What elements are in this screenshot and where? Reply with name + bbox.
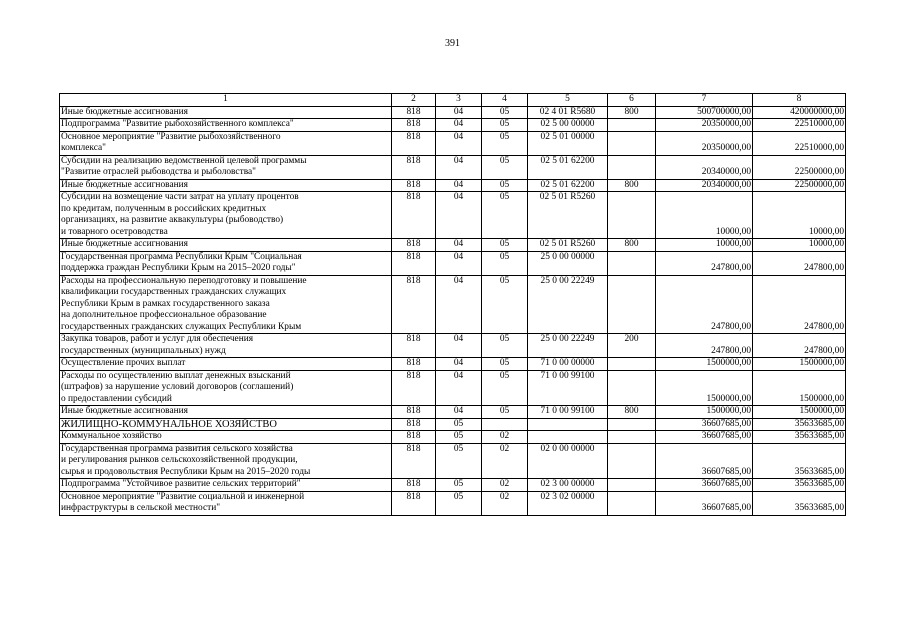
amount-year1-cell: 247800,00 xyxy=(656,251,753,275)
table-row xyxy=(60,418,846,431)
target-article-cell: 25 0 00 22249 xyxy=(528,275,608,334)
expense-type-cell: 800 xyxy=(608,179,656,192)
table-row xyxy=(60,119,846,132)
amount-year1-cell: 247800,00 xyxy=(656,275,753,334)
item-name-line: инфраструктуры в сельской местности" xyxy=(61,503,221,513)
section-code-cell: 04 xyxy=(436,179,482,192)
amount-year2-cell: 10000,00 xyxy=(753,192,846,239)
item-name-cell xyxy=(60,131,392,155)
expense-type-cell xyxy=(608,443,656,479)
expense-type-cell xyxy=(608,131,656,155)
amount-year1-cell: 10000,00 xyxy=(656,239,753,252)
table-header-row xyxy=(60,94,846,107)
table-row xyxy=(60,155,846,179)
item-name-line: Субсидии на реализацию ведомственной целевой программы xyxy=(61,155,307,166)
amount-year2-cell: 35633685,00 xyxy=(753,418,846,431)
amount-year1-cell: 10000,00 xyxy=(656,192,753,239)
item-name-cell xyxy=(60,106,392,119)
amount-year1-cell: 20350000,00 xyxy=(656,119,753,132)
section-code-cell: 05 xyxy=(436,443,482,479)
item-name-cell xyxy=(60,358,392,371)
table-body xyxy=(60,94,846,516)
item-name-line: Иные бюджетные ассигнования xyxy=(61,106,188,117)
subsection-code-cell: 05 xyxy=(482,334,528,358)
section-code-cell: 05 xyxy=(436,491,482,515)
code-admin-cell: 818 xyxy=(392,119,436,132)
item-name-line: Подпрограмма "Развитие рыбохозяйственного комплекса" xyxy=(61,119,294,129)
amount-year2-cell: 247800,00 xyxy=(753,251,846,275)
target-article-cell: 02 5 01 00000 xyxy=(528,131,608,155)
target-article-cell: 02 3 00 00000 xyxy=(528,479,608,492)
expense-type-cell xyxy=(608,192,656,239)
item-name-line: Иные бюджетные ассигнования xyxy=(61,179,188,190)
code-admin-cell: 818 xyxy=(392,370,436,406)
item-name-cell xyxy=(60,155,392,179)
table-row xyxy=(60,358,846,371)
item-name-cell xyxy=(60,251,392,275)
item-name-line: Осуществление прочих выплат xyxy=(61,358,186,368)
target-article-cell: 02 3 02 00000 xyxy=(528,491,608,515)
item-name-line: Расходы на профессиональную переподготовку и повышение xyxy=(61,275,307,286)
subsection-code-cell: 05 xyxy=(482,155,528,179)
amount-year2-cell: 247800,00 xyxy=(753,275,846,334)
item-name-line: Иные бюджетные ассигнования xyxy=(61,239,188,249)
item-name-line: по кредитам, полученным в российских кредитных xyxy=(61,203,267,214)
item-name-line: Основное мероприятие "Развитие социальной и инженерной xyxy=(61,491,305,502)
target-article-cell xyxy=(528,431,608,444)
code-admin-cell: 818 xyxy=(392,479,436,492)
subsection-code-cell: 05 xyxy=(482,358,528,371)
target-article-cell: 02 5 01 62200 xyxy=(528,179,608,192)
expense-type-cell xyxy=(608,431,656,444)
section-code-cell: 04 xyxy=(436,192,482,239)
subsection-code-cell: 02 xyxy=(482,479,528,492)
amount-year2-cell: 22510000,00 xyxy=(753,119,846,132)
target-article-cell: 02 5 01 R5260 xyxy=(528,192,608,239)
target-article-cell: 71 0 00 99100 xyxy=(528,370,608,406)
item-name-line: на дополнительное профессиональное образование xyxy=(61,310,267,320)
table-row xyxy=(60,491,846,515)
code-admin-cell: 818 xyxy=(392,239,436,252)
table-row xyxy=(60,370,846,406)
amount-year1-cell: 20340000,00 xyxy=(656,155,753,179)
code-admin-cell: 818 xyxy=(392,431,436,444)
code-admin-cell: 818 xyxy=(392,251,436,275)
item-name-cell xyxy=(60,491,392,515)
amount-year1-cell: 36607685,00 xyxy=(656,431,753,444)
expense-type-cell xyxy=(608,358,656,371)
subsection-code-cell: 05 xyxy=(482,179,528,192)
header-cell-2: 2 xyxy=(392,94,436,107)
expense-type-cell xyxy=(608,418,656,431)
amount-year2-cell: 35633685,00 xyxy=(753,431,846,444)
header-cell-1: 1 xyxy=(60,94,392,107)
amount-year2-cell: 22500000,00 xyxy=(753,155,846,179)
amount-year1-cell: 36607685,00 xyxy=(656,479,753,492)
table-row xyxy=(60,479,846,492)
section-code-cell: 04 xyxy=(436,406,482,419)
target-article-cell: 25 0 00 22249 xyxy=(528,334,608,358)
amount-year2-cell: 22500000,00 xyxy=(753,179,846,192)
section-code-cell: 04 xyxy=(436,155,482,179)
expense-type-cell xyxy=(608,370,656,406)
item-name-cell xyxy=(60,334,392,358)
amount-year1-cell: 36607685,00 xyxy=(656,491,753,515)
amount-year1-cell: 1500000,00 xyxy=(656,370,753,406)
code-admin-cell: 818 xyxy=(392,131,436,155)
amount-year1-cell: 20350000,00 xyxy=(656,131,753,155)
amount-year2-cell: 420000000,00 xyxy=(753,106,846,119)
item-name-line: Закупка товаров, работ и услуг для обеспечения xyxy=(61,334,254,344)
amount-year1-cell: 36607685,00 xyxy=(656,418,753,431)
code-admin-cell: 818 xyxy=(392,155,436,179)
item-name-line: комплекса" xyxy=(61,143,106,153)
item-name-line: и товарного осетроводства xyxy=(61,226,168,237)
table-row xyxy=(60,443,846,479)
item-name-cell xyxy=(60,418,392,431)
amount-year1-cell: 1500000,00 xyxy=(656,406,753,419)
section-code-cell: 05 xyxy=(436,431,482,444)
target-article-cell: 02 0 00 00000 xyxy=(528,443,608,479)
subsection-code-cell: 05 xyxy=(482,370,528,406)
subsection-code-cell: 02 xyxy=(482,443,528,479)
table-row xyxy=(60,431,846,444)
budget-table xyxy=(59,93,846,516)
header-cell-5: 5 xyxy=(528,94,608,107)
item-name-cell xyxy=(60,406,392,419)
target-article-cell: 71 0 00 00000 xyxy=(528,358,608,371)
item-name-cell xyxy=(60,431,392,444)
item-name-line: Подпрограмма "Устойчивое развитие сельских территорий" xyxy=(61,479,301,489)
item-name-cell xyxy=(60,443,392,479)
subsection-code-cell: 05 xyxy=(482,106,528,119)
section-code-cell: 04 xyxy=(436,370,482,406)
table-row xyxy=(60,192,846,239)
code-admin-cell: 818 xyxy=(392,275,436,334)
subsection-code-cell: 05 xyxy=(482,251,528,275)
item-name-line: "Развитие отраслей рыбоводства и рыболовства" xyxy=(61,167,256,177)
table-row xyxy=(60,179,846,192)
expense-type-cell xyxy=(608,479,656,492)
table-row xyxy=(60,106,846,119)
amount-year2-cell: 1500000,00 xyxy=(753,358,846,371)
code-admin-cell: 818 xyxy=(392,406,436,419)
item-name-cell xyxy=(60,370,392,406)
item-name-line: сырья и продовольствия Республики Крым на 2015–2020 годы xyxy=(61,466,311,477)
subsection-code-cell: 05 xyxy=(482,131,528,155)
expense-type-cell xyxy=(608,155,656,179)
amount-year1-cell: 20340000,00 xyxy=(656,179,753,192)
amount-year2-cell: 35633685,00 xyxy=(753,491,846,515)
section-code-cell: 05 xyxy=(436,479,482,492)
item-name-cell xyxy=(60,275,392,334)
amount-year1-cell: 247800,00 xyxy=(656,334,753,358)
amount-year1-cell: 36607685,00 xyxy=(656,443,753,479)
amount-year2-cell: 22510000,00 xyxy=(753,131,846,155)
amount-year2-cell: 35633685,00 xyxy=(753,443,846,479)
code-admin-cell: 818 xyxy=(392,192,436,239)
expense-type-cell xyxy=(608,251,656,275)
section-code-cell: 04 xyxy=(436,239,482,252)
amount-year1-cell: 1500000,00 xyxy=(656,358,753,371)
subsection-code-cell: 02 xyxy=(482,431,528,444)
item-name-line: Субсидии на возмещение части затрат на уплату процентов xyxy=(61,192,299,202)
header-cell-7: 7 xyxy=(656,94,753,107)
item-name-line: Коммунальное хозяйство xyxy=(61,431,162,441)
table-row xyxy=(60,239,846,252)
section-code-cell: 04 xyxy=(436,334,482,358)
subsection-code-cell: 05 xyxy=(482,192,528,239)
section-code-cell: 04 xyxy=(436,251,482,275)
item-name-line: Государственная программа развития сельского хозяйства xyxy=(61,443,293,454)
code-admin-cell: 818 xyxy=(392,358,436,371)
target-article-cell xyxy=(528,418,608,431)
target-article-cell: 71 0 00 99100 xyxy=(528,406,608,419)
item-name-line: ЖИЛИЩНО-КОММУНАЛЬНОЕ ХОЗЯЙСТВО xyxy=(61,418,277,430)
code-admin-cell: 818 xyxy=(392,179,436,192)
item-name-line: Основное мероприятие "Развитие рыбохозяйственного xyxy=(61,131,281,142)
table-row xyxy=(60,275,846,334)
section-code-cell: 04 xyxy=(436,131,482,155)
item-name-cell xyxy=(60,119,392,132)
amount-year2-cell: 1500000,00 xyxy=(753,370,846,406)
expense-type-cell: 800 xyxy=(608,406,656,419)
page-number: 391 xyxy=(445,38,460,49)
amount-year2-cell: 247800,00 xyxy=(753,334,846,358)
header-cell-3: 3 xyxy=(436,94,482,107)
subsection-code-cell: 05 xyxy=(482,119,528,132)
target-article-cell: 02 5 00 00000 xyxy=(528,119,608,132)
target-article-cell: 02 4 01 R5680 xyxy=(528,106,608,119)
subsection-code-cell xyxy=(482,418,528,431)
item-name-line: (штрафов) за нарушение условий договоров (соглашений) xyxy=(61,382,294,392)
table-row xyxy=(60,131,846,155)
subsection-code-cell: 05 xyxy=(482,275,528,334)
item-name-line: Иные бюджетные ассигнования xyxy=(61,406,188,416)
code-admin-cell: 818 xyxy=(392,334,436,358)
table-row xyxy=(60,334,846,358)
item-name-line: о предоставлении субсидий xyxy=(61,393,172,404)
item-name-line: квалификации государственных гражданских служащих xyxy=(61,287,287,297)
expense-type-cell xyxy=(608,275,656,334)
item-name-line: государственных гражданских служащих Республики Крым xyxy=(61,321,302,332)
table-row xyxy=(60,251,846,275)
amount-year1-cell: 500700000,00 xyxy=(656,106,753,119)
code-admin-cell: 818 xyxy=(392,106,436,119)
amount-year2-cell: 35633685,00 xyxy=(753,479,846,492)
item-name-line: поддержка граждан Республики Крым на 2015–2020 годы" xyxy=(61,263,296,273)
item-name-cell xyxy=(60,192,392,239)
section-code-cell: 04 xyxy=(436,275,482,334)
code-admin-cell: 818 xyxy=(392,491,436,515)
item-name-cell xyxy=(60,239,392,252)
item-name-line: Расходы по осуществлению выплат денежных взысканий xyxy=(61,370,291,381)
target-article-cell: 02 5 01 62200 xyxy=(528,155,608,179)
target-article-cell: 25 0 00 00000 xyxy=(528,251,608,275)
subsection-code-cell: 05 xyxy=(482,239,528,252)
item-name-line: и регулирования рынков сельскохозяйственной продукции, xyxy=(61,455,298,465)
item-name-line: государственных (муниципальных) нужд xyxy=(61,345,226,356)
section-code-cell: 05 xyxy=(436,418,482,431)
code-admin-cell: 818 xyxy=(392,418,436,431)
item-name-cell xyxy=(60,179,392,192)
expense-type-cell: 800 xyxy=(608,239,656,252)
table-row xyxy=(60,406,846,419)
subsection-code-cell: 05 xyxy=(482,406,528,419)
amount-year2-cell: 10000,00 xyxy=(753,239,846,252)
section-code-cell: 04 xyxy=(436,106,482,119)
subsection-code-cell: 02 xyxy=(482,491,528,515)
header-cell-6: 6 xyxy=(608,94,656,107)
item-name-line: Республики Крым в рамках государственного заказа xyxy=(61,298,270,309)
section-code-cell: 04 xyxy=(436,358,482,371)
item-name-line: организациях, на развитие аквакультуры (рыбоводство) xyxy=(61,215,284,225)
expense-type-cell: 800 xyxy=(608,106,656,119)
item-name-cell xyxy=(60,479,392,492)
expense-type-cell: 200 xyxy=(608,334,656,358)
item-name-line: Государственная программа Республики Крым "Социальная xyxy=(61,251,302,262)
header-cell-8: 8 xyxy=(753,94,846,107)
code-admin-cell: 818 xyxy=(392,443,436,479)
header-cell-4: 4 xyxy=(482,94,528,107)
expense-type-cell xyxy=(608,491,656,515)
section-code-cell: 04 xyxy=(436,119,482,132)
expense-type-cell xyxy=(608,119,656,132)
amount-year2-cell: 1500000,00 xyxy=(753,406,846,419)
target-article-cell: 02 5 01 R5260 xyxy=(528,239,608,252)
